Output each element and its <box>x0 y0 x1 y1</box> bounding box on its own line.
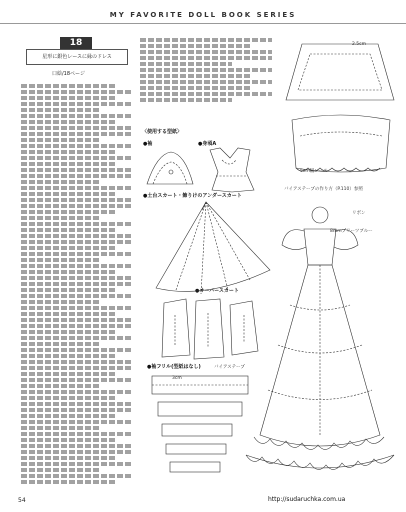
ribbon-label: リボン <box>352 211 366 216</box>
bias-note-label: バイアステープの作り方（P.110）参照 <box>284 187 363 192</box>
skirt-pattern-detail <box>282 40 400 180</box>
pattern-title: 星形に銀色レースに縁のドレス <box>26 49 128 65</box>
section-over-skirt: ●オーバースカート <box>195 288 239 294</box>
pleated-tape-label: 8mmプリーツブルー <box>330 229 373 234</box>
section-used-pattern: 〈使用する型紙〉 <box>142 129 183 135</box>
section-under-skirt: ●土台スカート・飾りけのアンダースカート <box>143 193 242 199</box>
section-sleeve: ●袖 <box>143 141 153 147</box>
measure-2-5cm-label: 2.5cm <box>352 42 367 47</box>
piping-label: バイアステープ <box>214 365 245 370</box>
page-reference: 口絵/18ページ <box>52 71 85 77</box>
sleeve-pattern-diagram <box>143 146 198 191</box>
lace-label: 5cm幅レース <box>300 169 328 174</box>
finished-dress-illustration <box>240 195 400 495</box>
section-sleeve-frill: ●袖フリル(型紙はなし) <box>147 364 201 370</box>
measure-3cm-label: 3cm <box>172 376 182 381</box>
instructions-column-left <box>21 82 133 487</box>
source-url: http://sudaruchka.com.ua <box>268 496 346 503</box>
instructions-column-right <box>140 36 272 121</box>
section-bodice: ●身頃A <box>198 141 217 147</box>
header-rule <box>0 23 406 24</box>
pattern-number-badge: 18 <box>60 37 92 49</box>
page-number: 54 <box>18 497 26 504</box>
series-header: MY FAVORITE DOLL BOOK SERIES <box>109 11 297 19</box>
bodice-pattern-diagram <box>200 146 270 196</box>
